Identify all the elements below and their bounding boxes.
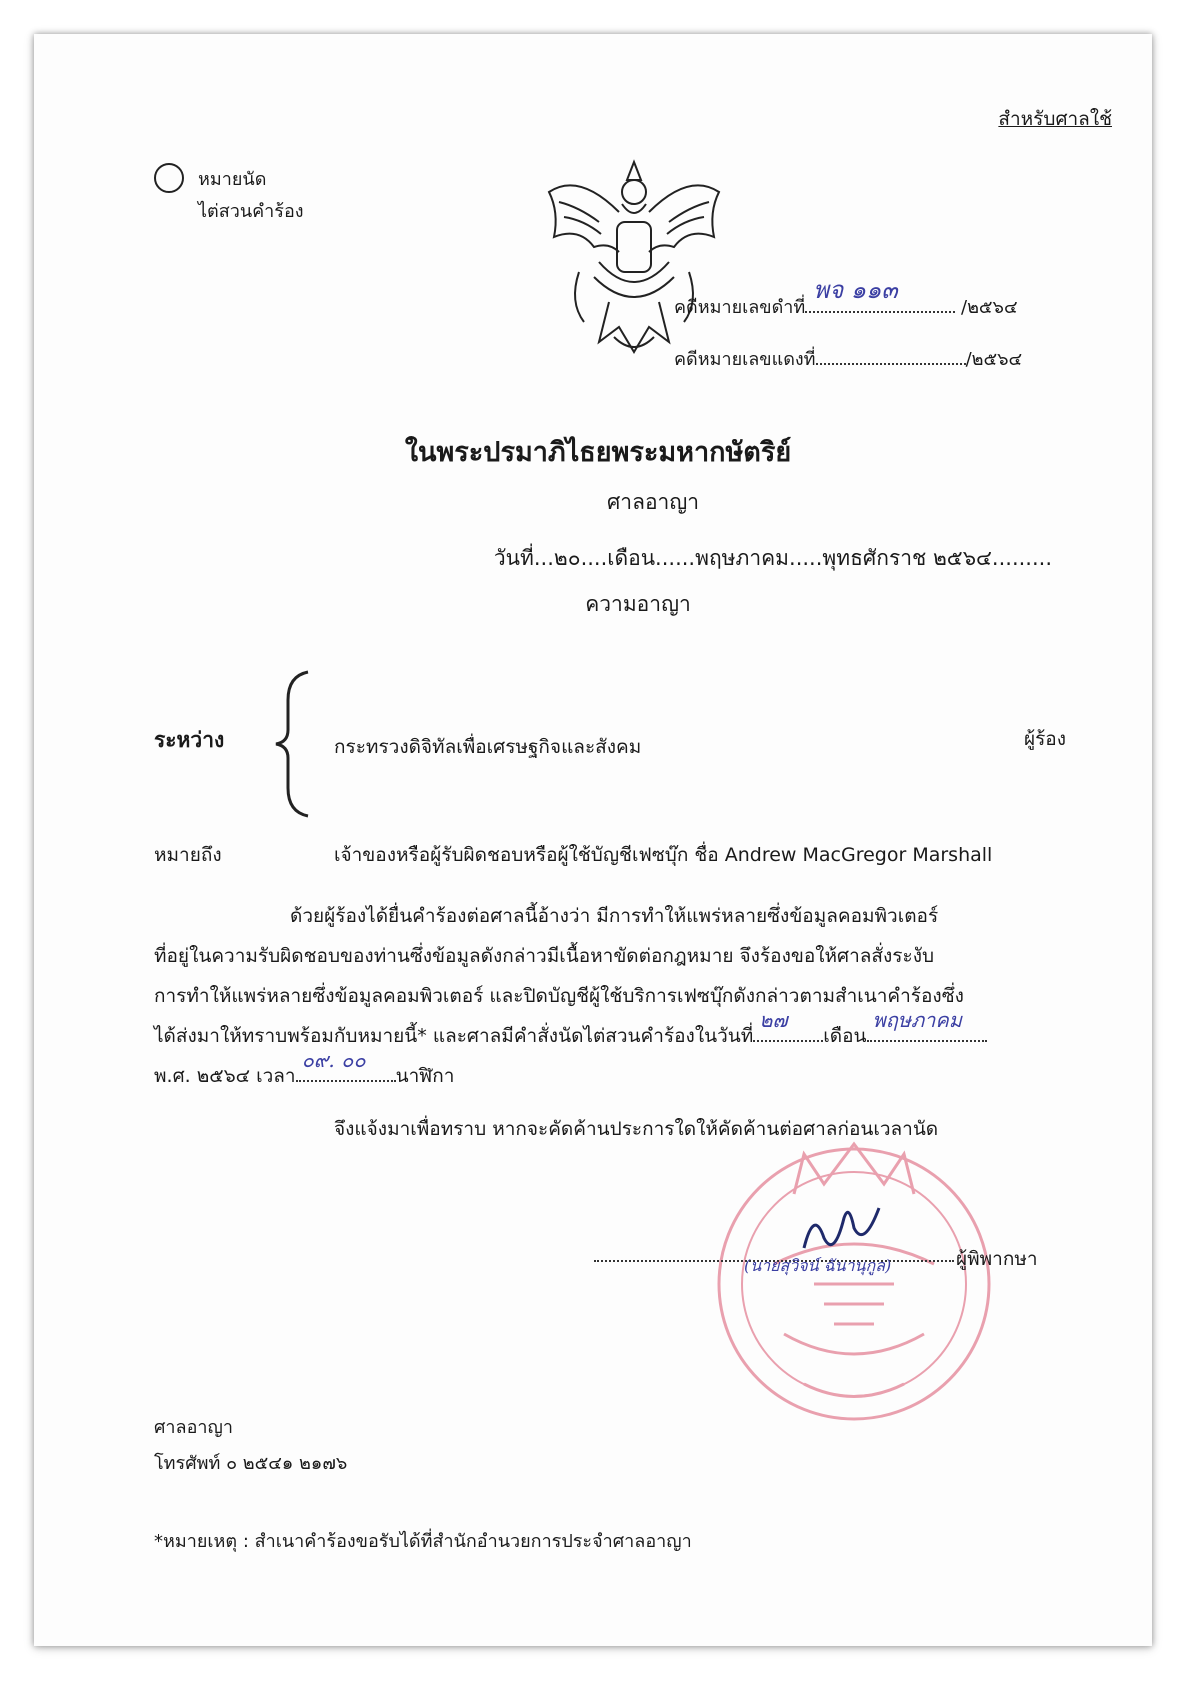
hearing-day-field [753, 1008, 823, 1042]
court-seal-stamp-icon [704, 1134, 1004, 1434]
black-case-label: คดีหมายเลขดำที่ [674, 297, 806, 318]
red-case-number [674, 344, 1022, 373]
empty-circle-checkbox-icon [154, 163, 184, 193]
judge-name: (นายสุวิจน์ ฉันานุกูล) [744, 1256, 892, 1275]
addressee-value: เจ้าของหรือผู้รับผิดชอบหรือผู้ใช้บัญชีเฟซบุ๊ก ชื่อ Andrew MacGregor Marshall [334, 844, 993, 866]
petitioner-organization: กระทรวงดิจิทัลเพื่อเศรษฐกิจและสังคม [334, 736, 642, 758]
footnote: *หมายเหตุ : สำเนาคำร้องขอรับได้ที่สำนักอำนวยการประจำศาลอาญา [154, 1531, 692, 1552]
body-line-4 [154, 1008, 1116, 1056]
date-line: วันที่...๒๐....เดือน......พฤษภาคม.....พุทธศักราช ๒๕๖๔......... [493, 546, 1052, 570]
hearing-label: ไต่สวนคำร้อง [198, 201, 304, 222]
between-label: ระหว่าง [154, 728, 225, 752]
red-case-label: คดีหมายเลขแดงที่ [674, 349, 816, 370]
notice-text: จึงแจ้งมาเพื่อทราบ หากจะคัดค้านประการใดให้คัดค้านต่อศาลก่อนเวลานัด [334, 1118, 939, 1140]
hearing-month-handwritten: พฤษภาคม [872, 1008, 962, 1032]
judge-title: ผู้พิพากษา [956, 1248, 1038, 1270]
hours-label: นาฬิกา [395, 1065, 455, 1087]
court-use-label: สำหรับศาลใช้ [998, 108, 1112, 130]
month-label: เดือน [823, 1025, 867, 1047]
court-name: ศาลอาญา [606, 490, 700, 514]
body-line-4-text: ได้ส่งมาให้ทราบพร้อมกับหมายนี้* และศาลมีคำสั่งนัดไต่สวนคำร้องในวันที่ [154, 1025, 754, 1047]
garuda-emblem-icon [539, 152, 729, 362]
royal-heading: ในพระปรมาภิไธยพระมหากษัตริย์ [404, 437, 792, 468]
petitioner-role: ผู้ร้อง [1023, 728, 1066, 750]
black-case-number [674, 276, 1018, 321]
hearing-time-handwritten: ๐๙. ๐๐ [301, 1048, 366, 1072]
body-line-1: ด้วยผู้ร้องได้ยื่นคำร้องต่อศาลนี้อ้างว่า มีการทำให้แพร่หลายซึ่งข้อมูลคอมพิวเตอร์ [290, 905, 939, 927]
hearing-day-handwritten: ๒๗ [759, 1008, 788, 1032]
black-case-handwritten: พจ ๑๑๓ [813, 276, 898, 304]
footer-court-name: ศาลอาญา [154, 1417, 233, 1438]
signature-scribble-icon [794, 1198, 884, 1258]
body-line-3: การทำให้แพร่หลายซึ่งข้อมูลคอมพิวเตอร์ และปิดบัญชีผู้ใช้บริการเฟซบุ๊กดังกล่าวตามสำเนาคำร้องซึ่ง [154, 985, 964, 1007]
case-type: ความอาญา [585, 592, 691, 616]
addressee-label: หมายถึง [154, 844, 222, 866]
body-line-2: ที่อยู่ในความรับผิดชอบของท่านซึ่งข้อมูลดังกล่าวมีเนื้อหาขัดต่อกฎหมาย จึงร้องขอให้ศาลสั่งระงับ [154, 945, 935, 967]
body-paragraph [154, 896, 1116, 1096]
body-line-5-text: พ.ศ. ๒๕๖๔ เวลา [154, 1065, 296, 1087]
curly-brace-icon [274, 670, 314, 818]
court-summons-document [34, 34, 1152, 1646]
appointment-option [154, 164, 304, 228]
body-line-5 [154, 1048, 1116, 1096]
red-case-year: /๒๕๖๔ [965, 349, 1023, 370]
hearing-month-field [867, 1008, 987, 1042]
footer-phone: โทรศัพท์ ๐ ๒๕๔๑ ๒๑๗๖ [154, 1453, 348, 1474]
appointment-label: หมายนัด [198, 169, 267, 190]
hearing-time-field [296, 1048, 396, 1082]
red-case-field [816, 345, 966, 365]
black-case-field [805, 276, 955, 313]
black-case-year: /๒๕๖๔ [961, 297, 1018, 318]
